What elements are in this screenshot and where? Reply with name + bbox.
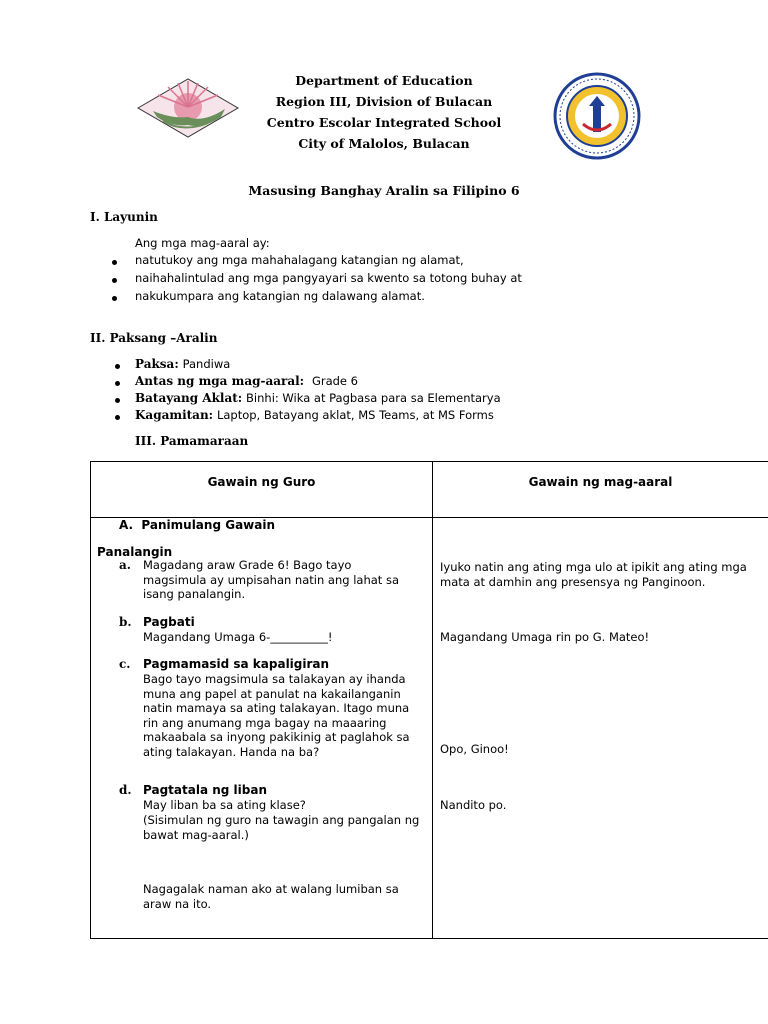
layunin-item-2: naihahalintulad ang mga pangyayari sa kwento sa totong buhay at — [135, 271, 522, 285]
section-paksa-heading: II. Paksang –Aralin — [90, 331, 218, 345]
item-d-title: Pagtatala ng liban — [143, 783, 267, 797]
layunin-item-3: nakukumpara ang katangian ng dalawang alamat. — [135, 289, 425, 303]
aklat-value: Binhi: Wika at Pagbasa para sa Elementarya — [246, 391, 501, 405]
bullet — [112, 296, 117, 301]
response-d: Nandito po. — [440, 798, 507, 812]
item-b-letter: b. — [119, 615, 132, 629]
paksa-item-3 — [135, 391, 501, 406]
item-c-title: Pagmamasid sa kapaligiran — [143, 657, 330, 671]
aklat-label: Batayang Aklat: — [135, 391, 243, 405]
layunin-intro: Ang mga mag-aaral ay: — [135, 236, 270, 250]
bullet — [115, 364, 120, 369]
bullet — [112, 260, 117, 265]
col-header-mag-aaral: Gawain ng mag-aaral — [528, 475, 673, 489]
kagamitan-label: Kagamitan: — [135, 408, 214, 422]
item-a-letter: a. — [119, 558, 131, 572]
item-d-letter: d. — [119, 783, 132, 797]
header-school: Centro Escolar Integrated School — [266, 115, 502, 130]
section-layunin-heading: I. Layunin — [90, 210, 158, 224]
bullet — [115, 398, 120, 403]
item-c-letter: c. — [119, 657, 131, 671]
antas-value: Grade 6 — [311, 374, 358, 388]
table-border-left — [90, 461, 91, 939]
bullet — [115, 381, 120, 386]
item-d-text-2: (Sisimulan ng guro na tawagin ang pangalan ng bawat mag-aaral.) — [143, 813, 420, 842]
col-header-guro: Gawain ng Guro — [207, 475, 316, 489]
header-city: City of Malolos, Bulacan — [298, 136, 470, 151]
item-d-text-3: Nagagalak naman ako at walang lumiban sa araw na ito. — [143, 882, 399, 911]
section-pamamaraan-heading: III. Pamamaraan — [135, 434, 249, 448]
response-a: Iyuko natin ang ating mga ulo at ipikit ang ating mga mata at damhin ang presensya ng Panginoon. — [440, 560, 747, 589]
page-title: Masusing Banghay Aralin sa Filipino 6 — [248, 183, 520, 198]
paksa-label: Paksa: — [135, 357, 179, 371]
part-a-heading: A. Panimulang Gawain — [119, 518, 276, 532]
paksa-value: Pandiwa — [182, 357, 231, 371]
kagamitan-value: Laptop, Batayang aklat, MS Teams, at MS Forms — [216, 408, 494, 422]
item-a-text: Magadang araw Grade 6! Bago tayo magsimula ay umpisahan natin ang lahat sa isang panalangin. — [143, 558, 399, 601]
item-b-text: Magandang Umaga 6-__________! — [143, 630, 333, 644]
bullet — [112, 278, 117, 283]
header-region: Region III, Division of Bulacan — [275, 94, 493, 109]
table-column-divider — [432, 461, 433, 939]
item-d-text-1: May liban ba sa ating klase? — [143, 798, 306, 812]
table-border-top — [90, 461, 768, 462]
paksa-item-2 — [135, 374, 358, 389]
table-border-bottom — [90, 938, 768, 939]
response-c: Opo, Ginoo! — [440, 742, 509, 756]
antas-label: Antas ng mga mag-aaral: — [135, 374, 305, 388]
panalangin-heading: Panalangin — [97, 545, 173, 559]
item-c-text: Bago tayo magsimula sa talakayan ay ihanda muna ang papel at panulat na kakailanganin natin mamaya sa ating talakayan. Itago muna rin ang anumang mga bagay na maaaring makaabala sa inyong pakikinig at paglahok sa ating talakayan. Handa na ba? — [143, 672, 410, 759]
response-b: Magandang Umaga rin po G. Mateo! — [440, 630, 650, 644]
layunin-item-1: natutukoy ang mga mahahalagang katangian ng alamat, — [135, 253, 464, 267]
item-b-title: Pagbati — [143, 615, 195, 629]
bullet — [115, 415, 120, 420]
paksa-item-1 — [135, 357, 230, 372]
header-department: Department of Education — [295, 73, 473, 88]
paksa-item-4 — [135, 408, 494, 423]
